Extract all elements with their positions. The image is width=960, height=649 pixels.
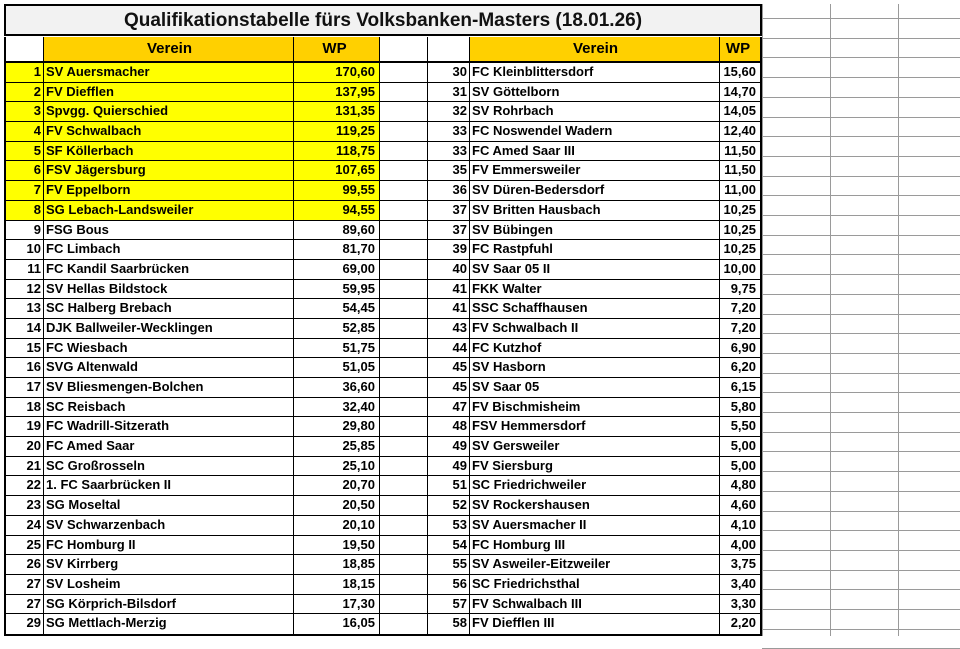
spacer-cell[interactable] xyxy=(380,339,428,358)
right-team-cell[interactable]: SV Rohrbach xyxy=(470,102,720,121)
table-row xyxy=(6,299,760,319)
table-row xyxy=(6,575,760,595)
table-row xyxy=(6,595,760,615)
left-wp-cell[interactable]: 99,55 xyxy=(294,181,380,200)
table-row xyxy=(6,398,760,418)
left-position-cell[interactable]: 29 xyxy=(6,614,44,634)
left-team-cell[interactable]: Spvgg. Quierschied xyxy=(44,102,294,121)
table-row xyxy=(6,240,760,260)
left-team-cell[interactable]: FC Homburg II xyxy=(44,536,294,555)
spacer-cell[interactable] xyxy=(380,595,428,614)
right-position-cell[interactable]: 33 xyxy=(428,142,470,161)
left-position-cell[interactable]: 21 xyxy=(6,457,44,476)
left-position-cell[interactable]: 11 xyxy=(6,260,44,279)
left-wp-cell[interactable]: 17,30 xyxy=(294,595,380,614)
gridline-horizontal xyxy=(762,471,960,472)
spacer-cell[interactable] xyxy=(380,536,428,555)
right-position-cell[interactable]: 40 xyxy=(428,260,470,279)
right-position-cell[interactable]: 57 xyxy=(428,595,470,614)
right-team-cell[interactable]: FC Noswendel Wadern xyxy=(470,122,720,141)
right-wp-cell[interactable]: 14,05 xyxy=(723,103,756,119)
left-team-cell[interactable]: FSG Bous xyxy=(44,221,294,240)
left-position-cell[interactable]: 22 xyxy=(6,476,44,495)
left-team-cell[interactable]: FC Limbach xyxy=(44,240,294,259)
right-team-cell[interactable]: FV Bischmisheim xyxy=(470,398,720,417)
right-wp-cell[interactable]: 3,75 xyxy=(730,556,756,572)
right-position-cell[interactable]: 58 xyxy=(428,614,470,634)
left-wp-cell[interactable]: 29,80 xyxy=(294,417,380,436)
right-team-cell[interactable]: FV Schwalbach III xyxy=(470,595,720,614)
gridline-horizontal xyxy=(762,294,960,295)
right-team-cell[interactable]: SV Düren-Bedersdorf xyxy=(470,181,720,200)
left-wp-cell[interactable]: 54,45 xyxy=(294,299,380,318)
right-wp-cell[interactable]: 4,00 xyxy=(730,536,756,552)
left-team-cell[interactable]: FV Diefflen xyxy=(44,83,294,102)
right-wp-cell[interactable]: 6,20 xyxy=(730,359,756,375)
left-position-cell[interactable]: 7 xyxy=(6,181,44,200)
right-team-cell[interactable]: FC Homburg III xyxy=(470,536,720,555)
left-position-cell[interactable]: 25 xyxy=(6,536,44,555)
right-position-cell[interactable]: 41 xyxy=(428,299,470,318)
table-row xyxy=(6,378,760,398)
right-position-cell[interactable]: 54 xyxy=(428,536,470,555)
table-row xyxy=(6,457,760,477)
left-team-cell[interactable]: SC Halberg Brebach xyxy=(44,299,294,318)
right-team-cell[interactable]: FC Kutzhof xyxy=(470,339,720,358)
left-wp-cell[interactable]: 107,65 xyxy=(294,161,380,180)
right-team-cell[interactable]: SV Britten Hausbach xyxy=(470,201,720,220)
right-team-cell[interactable]: SV Saar 05 xyxy=(470,378,720,397)
left-wp-cell[interactable]: 20,10 xyxy=(294,516,380,535)
header-pos-left[interactable] xyxy=(6,37,44,61)
right-position-cell[interactable]: 51 xyxy=(428,476,470,495)
table-row xyxy=(6,339,760,359)
header-pos-right[interactable] xyxy=(428,37,470,61)
right-wp-cell[interactable]: 5,00 xyxy=(730,457,756,473)
table-row xyxy=(6,614,760,634)
spacer-cell[interactable] xyxy=(380,142,428,161)
right-wp-cell[interactable]: 3,30 xyxy=(730,595,756,611)
gridline-horizontal xyxy=(762,195,960,196)
gridline-horizontal xyxy=(762,353,960,354)
table-row xyxy=(6,181,760,201)
header-wp-right[interactable]: WP xyxy=(720,37,760,61)
right-wp-cell[interactable]: 5,50 xyxy=(730,418,756,434)
spacer-cell[interactable] xyxy=(380,398,428,417)
table-row xyxy=(6,122,760,142)
right-wp-cell[interactable]: 11,50 xyxy=(724,142,756,158)
gridline-horizontal xyxy=(762,629,960,630)
right-position-cell[interactable]: 35 xyxy=(428,161,470,180)
left-team-cell[interactable]: FV Schwalbach xyxy=(44,122,294,141)
left-team-cell[interactable]: SV Bliesmengen-Bolchen xyxy=(44,378,294,397)
left-team-cell[interactable]: FC Amed Saar xyxy=(44,437,294,456)
left-team-cell[interactable]: SG Körprich-Bilsdorf xyxy=(44,595,294,614)
left-team-cell[interactable]: SG Moseltal xyxy=(44,496,294,515)
left-wp-cell[interactable]: 20,50 xyxy=(294,496,380,515)
table-title: Qualifikationstabelle fürs Volksbanken-Masters (18.01.26) xyxy=(4,4,762,36)
right-wp-cell[interactable]: 5,00 xyxy=(730,438,756,454)
right-position-cell[interactable]: 48 xyxy=(428,417,470,436)
right-team-cell[interactable]: FV Schwalbach II xyxy=(470,319,720,338)
left-wp-cell[interactable]: 89,60 xyxy=(294,221,380,240)
gridline-vertical xyxy=(898,4,899,636)
table-row xyxy=(6,319,760,339)
gridline-horizontal xyxy=(762,491,960,492)
right-position-cell[interactable]: 45 xyxy=(428,358,470,377)
left-position-cell[interactable]: 3 xyxy=(6,102,44,121)
right-position-cell[interactable]: 33 xyxy=(428,122,470,141)
right-wp-cell[interactable]: 12,40 xyxy=(723,123,756,139)
gridline-horizontal xyxy=(762,451,960,452)
table-row xyxy=(6,536,760,556)
gridline-horizontal xyxy=(762,333,960,334)
left-position-cell[interactable]: 27 xyxy=(6,595,44,614)
left-team-cell[interactable]: DJK Ballweiler-Wecklingen xyxy=(44,319,294,338)
table-row xyxy=(6,102,760,122)
left-team-cell[interactable]: 1. FC Saarbrücken II xyxy=(44,476,294,495)
left-position-cell[interactable]: 27 xyxy=(6,575,44,594)
gridline-horizontal xyxy=(762,373,960,374)
table-row xyxy=(6,161,760,181)
right-position-cell[interactable]: 30 xyxy=(428,63,470,82)
spacer-cell[interactable] xyxy=(380,63,428,82)
gridline-horizontal xyxy=(762,511,960,512)
spacer-cell[interactable] xyxy=(380,122,428,141)
left-team-cell[interactable]: FC Wiesbach xyxy=(44,339,294,358)
right-team-cell[interactable]: FV Diefflen III xyxy=(470,614,720,634)
right-wp-cell[interactable]: 7,20 xyxy=(730,319,756,335)
right-team-cell[interactable]: SV Rockershausen xyxy=(470,496,720,515)
header-verein-right[interactable]: Verein xyxy=(470,37,720,61)
table-row xyxy=(6,83,760,103)
left-wp-cell[interactable]: 20,70 xyxy=(294,476,380,495)
left-position-cell[interactable]: 4 xyxy=(6,122,44,141)
gridline-horizontal xyxy=(762,176,960,177)
right-team-cell[interactable]: FSV Hemmersdorf xyxy=(470,417,720,436)
left-team-cell[interactable]: SC Großrosseln xyxy=(44,457,294,476)
table-row xyxy=(6,280,760,300)
right-position-cell[interactable]: 43 xyxy=(428,319,470,338)
left-wp-cell[interactable]: 69,00 xyxy=(294,260,380,279)
table-row xyxy=(6,221,760,241)
left-wp-cell[interactable]: 131,35 xyxy=(294,102,380,121)
left-wp-cell[interactable]: 18,15 xyxy=(294,575,380,594)
left-position-cell[interactable]: 2 xyxy=(6,83,44,102)
right-position-cell[interactable]: 47 xyxy=(428,398,470,417)
right-wp-cell[interactable]: 10,00 xyxy=(723,260,756,276)
left-team-cell[interactable]: FC Wadrill-Sitzerath xyxy=(44,417,294,436)
spacer-cell[interactable] xyxy=(380,240,428,259)
spacer-cell[interactable] xyxy=(380,496,428,515)
right-wp-cell[interactable]: 10,25 xyxy=(723,201,756,217)
right-wp-cell[interactable]: 9,75 xyxy=(730,280,756,296)
right-team-cell[interactable]: FC Amed Saar III xyxy=(470,142,720,161)
left-position-cell[interactable]: 14 xyxy=(6,319,44,338)
left-team-cell[interactable]: FV Eppelborn xyxy=(44,181,294,200)
gridline-horizontal xyxy=(762,392,960,393)
gridline-horizontal xyxy=(762,570,960,571)
right-team-cell[interactable]: FV Emmersweiler xyxy=(470,161,720,180)
left-position-cell[interactable]: 23 xyxy=(6,496,44,515)
gridline-horizontal xyxy=(762,18,960,19)
spacer-cell[interactable] xyxy=(380,457,428,476)
gridline-horizontal xyxy=(762,254,960,255)
table-row xyxy=(6,63,760,83)
spacer-cell[interactable] xyxy=(380,476,428,495)
spacer-cell[interactable] xyxy=(380,201,428,220)
left-position-cell[interactable]: 26 xyxy=(6,555,44,574)
left-position-cell[interactable]: 1 xyxy=(6,63,44,82)
left-position-cell[interactable]: 8 xyxy=(6,201,44,220)
table-row xyxy=(6,516,760,536)
gridline-vertical xyxy=(830,4,831,636)
left-position-cell[interactable]: 5 xyxy=(6,142,44,161)
gridline-vertical xyxy=(762,4,763,636)
qualification-table xyxy=(4,37,762,636)
left-wp-cell[interactable]: 51,75 xyxy=(294,339,380,358)
header-verein-left[interactable]: Verein xyxy=(44,37,294,61)
right-team-cell[interactable]: SV Hasborn xyxy=(470,358,720,377)
gridline-horizontal xyxy=(762,589,960,590)
right-team-cell[interactable]: SV Saar 05 II xyxy=(470,260,720,279)
right-team-cell[interactable]: SC Friedrichweiler xyxy=(470,476,720,495)
right-wp-cell[interactable]: 6,15 xyxy=(730,379,756,394)
left-position-cell[interactable]: 12 xyxy=(6,280,44,299)
spacer-cell[interactable] xyxy=(380,299,428,318)
left-position-cell[interactable]: 20 xyxy=(6,437,44,456)
left-position-cell[interactable]: 10 xyxy=(6,240,44,259)
table-row xyxy=(6,201,760,221)
table-row xyxy=(6,417,760,437)
right-position-cell[interactable]: 39 xyxy=(428,240,470,259)
right-position-cell[interactable]: 36 xyxy=(428,181,470,200)
spacer-cell[interactable] xyxy=(380,378,428,397)
table-header-row xyxy=(6,37,760,63)
spacer-cell[interactable] xyxy=(380,417,428,436)
spacer-cell[interactable] xyxy=(380,555,428,574)
right-wp-cell[interactable]: 4,80 xyxy=(730,477,756,493)
left-team-cell[interactable]: SF Köllerbach xyxy=(44,142,294,161)
spacer-cell[interactable] xyxy=(380,181,428,200)
right-position-cell[interactable]: 53 xyxy=(428,516,470,535)
spacer-cell[interactable] xyxy=(380,260,428,279)
left-team-cell[interactable]: SV Schwarzenbach xyxy=(44,516,294,535)
right-position-cell[interactable]: 55 xyxy=(428,555,470,574)
left-wp-cell[interactable]: 32,40 xyxy=(294,398,380,417)
header-gap[interactable] xyxy=(380,37,428,61)
right-team-cell[interactable]: SV Auersmacher II xyxy=(470,516,720,535)
gridline-horizontal xyxy=(762,609,960,610)
left-team-cell[interactable]: SG Lebach-Landsweiler xyxy=(44,201,294,220)
spacer-cell[interactable] xyxy=(380,516,428,535)
gridline-horizontal xyxy=(762,97,960,98)
left-wp-cell[interactable]: 119,25 xyxy=(294,122,380,141)
spacer-cell[interactable] xyxy=(380,161,428,180)
gridline-horizontal xyxy=(762,57,960,58)
spacer-cell[interactable] xyxy=(380,575,428,594)
right-position-cell[interactable]: 49 xyxy=(428,457,470,476)
spacer-cell[interactable] xyxy=(380,221,428,240)
left-wp-cell[interactable]: 25,85 xyxy=(294,437,380,456)
right-team-cell[interactable]: SV Bübingen xyxy=(470,221,720,240)
left-team-cell[interactable]: SV Losheim xyxy=(44,575,294,594)
gridline-horizontal xyxy=(762,156,960,157)
right-team-cell[interactable]: FKK Walter xyxy=(470,280,720,299)
right-position-cell[interactable]: 37 xyxy=(428,221,470,240)
right-wp-cell[interactable]: 14,70 xyxy=(723,83,756,99)
left-team-cell[interactable]: SV Kirrberg xyxy=(44,555,294,574)
left-wp-cell[interactable]: 52,85 xyxy=(294,319,380,338)
spacer-cell[interactable] xyxy=(380,358,428,377)
right-wp-cell[interactable]: 11,00 xyxy=(724,182,756,198)
spacer-cell[interactable] xyxy=(380,83,428,102)
spacer-cell[interactable] xyxy=(380,280,428,299)
left-position-cell[interactable]: 24 xyxy=(6,516,44,535)
left-wp-cell[interactable]: 51,05 xyxy=(294,358,380,377)
right-wp-cell[interactable]: 4,10 xyxy=(730,516,756,532)
right-wp-cell[interactable]: 10,25 xyxy=(723,221,756,237)
table-row xyxy=(6,496,760,516)
gridline-horizontal xyxy=(762,136,960,137)
right-wp-cell[interactable]: 11,50 xyxy=(724,162,756,178)
left-wp-cell[interactable]: 18,85 xyxy=(294,555,380,574)
table-row xyxy=(6,555,760,575)
gridline-horizontal xyxy=(762,530,960,531)
spacer-cell[interactable] xyxy=(380,319,428,338)
left-team-cell[interactable]: SV Auersmacher xyxy=(44,63,294,82)
left-wp-cell[interactable]: 137,95 xyxy=(294,83,380,102)
table-row xyxy=(6,358,760,378)
gridline-horizontal xyxy=(762,314,960,315)
spacer-cell[interactable] xyxy=(380,437,428,456)
right-position-cell[interactable]: 31 xyxy=(428,83,470,102)
right-wp-cell[interactable]: 5,80 xyxy=(730,398,756,414)
left-team-cell[interactable]: SV Hellas Bildstock xyxy=(44,280,294,299)
left-wp-cell[interactable]: 94,55 xyxy=(294,201,380,220)
right-position-cell[interactable]: 32 xyxy=(428,102,470,121)
left-team-cell[interactable]: SC Reisbach xyxy=(44,398,294,417)
left-wp-cell[interactable]: 25,10 xyxy=(294,457,380,476)
right-position-cell[interactable]: 56 xyxy=(428,575,470,594)
right-team-cell[interactable]: SV Gersweiler xyxy=(470,437,720,456)
right-team-cell[interactable]: FC Rastpfuhl xyxy=(470,240,720,259)
left-position-cell[interactable]: 6 xyxy=(6,161,44,180)
right-position-cell[interactable]: 52 xyxy=(428,496,470,515)
gridline-horizontal xyxy=(762,215,960,216)
right-wp-cell[interactable]: 7,20 xyxy=(730,300,756,316)
spacer-cell[interactable] xyxy=(380,102,428,121)
left-wp-cell[interactable]: 19,50 xyxy=(294,536,380,555)
right-team-cell[interactable]: SV Asweiler-Eitzweiler xyxy=(470,555,720,574)
right-team-cell[interactable]: SSC Schaffhausen xyxy=(470,299,720,318)
left-wp-cell[interactable]: 36,60 xyxy=(294,378,380,397)
left-position-cell[interactable]: 19 xyxy=(6,417,44,436)
gridline-horizontal xyxy=(762,77,960,78)
left-position-cell[interactable]: 9 xyxy=(6,221,44,240)
right-position-cell[interactable]: 37 xyxy=(428,201,470,220)
left-team-cell[interactable]: FC Kandil Saarbrücken xyxy=(44,260,294,279)
gridline-horizontal xyxy=(762,38,960,39)
right-team-cell[interactable]: FC Kleinblittersdorf xyxy=(470,63,720,82)
right-position-cell[interactable]: 49 xyxy=(428,437,470,456)
left-team-cell[interactable]: SG Mettlach-Merzig xyxy=(44,614,294,634)
gridline-horizontal xyxy=(762,412,960,413)
left-position-cell[interactable]: 17 xyxy=(6,378,44,397)
right-position-cell[interactable]: 45 xyxy=(428,378,470,397)
right-team-cell[interactable]: FV Siersburg xyxy=(470,457,720,476)
left-position-cell[interactable]: 13 xyxy=(6,299,44,318)
table-row xyxy=(6,260,760,280)
right-wp-cell[interactable]: 2,20 xyxy=(730,615,756,631)
right-wp-cell[interactable]: 3,40 xyxy=(730,575,756,591)
right-wp-cell[interactable]: 4,60 xyxy=(730,497,756,513)
left-wp-cell[interactable]: 118,75 xyxy=(294,142,380,161)
right-team-cell[interactable]: SC Friedrichsthal xyxy=(470,575,720,594)
left-position-cell[interactable]: 15 xyxy=(6,339,44,358)
left-wp-cell[interactable]: 59,95 xyxy=(294,280,380,299)
left-position-cell[interactable]: 16 xyxy=(6,358,44,377)
header-wp-left[interactable]: WP xyxy=(294,37,380,61)
right-wp-cell[interactable]: 10,25 xyxy=(723,241,756,257)
right-position-cell[interactable]: 41 xyxy=(428,280,470,299)
left-wp-cell[interactable]: 81,70 xyxy=(294,240,380,259)
table-row xyxy=(6,437,760,457)
empty-spreadsheet-columns xyxy=(762,4,960,636)
left-position-cell[interactable]: 18 xyxy=(6,398,44,417)
gridline-horizontal xyxy=(762,550,960,551)
right-position-cell[interactable]: 44 xyxy=(428,339,470,358)
right-wp-cell[interactable]: 6,90 xyxy=(730,339,756,355)
right-wp-cell[interactable]: 15,60 xyxy=(723,64,756,79)
table-row xyxy=(6,476,760,496)
gridline-horizontal xyxy=(762,117,960,118)
gridline-horizontal xyxy=(762,274,960,275)
left-wp-cell[interactable]: 16,05 xyxy=(294,614,380,634)
spacer-cell[interactable] xyxy=(380,614,428,634)
left-team-cell[interactable]: SVG Altenwald xyxy=(44,358,294,377)
gridline-horizontal xyxy=(762,235,960,236)
left-wp-cell[interactable]: 170,60 xyxy=(294,63,380,82)
right-team-cell[interactable]: SV Göttelborn xyxy=(470,83,720,102)
table-row xyxy=(6,142,760,162)
left-team-cell[interactable]: FSV Jägersburg xyxy=(44,161,294,180)
gridline-horizontal xyxy=(762,432,960,433)
